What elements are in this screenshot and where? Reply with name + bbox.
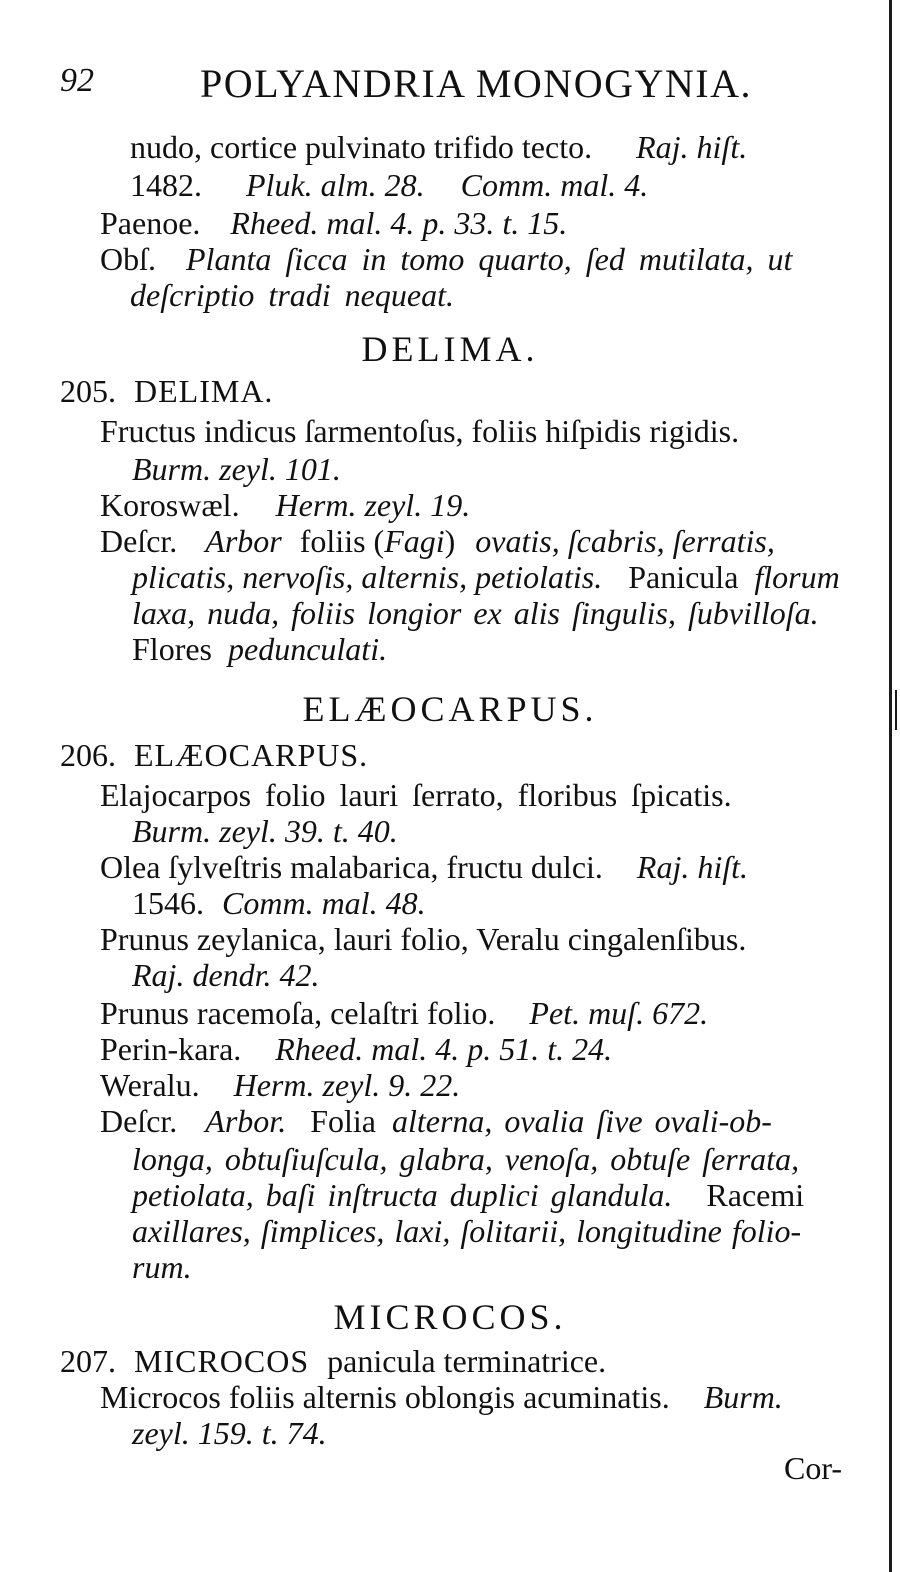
entry-line: Flores pedunculati.	[132, 631, 388, 667]
catchword: Cor-	[783, 1450, 842, 1486]
entry-title: 206. ELÆOCARPUS.	[60, 737, 369, 773]
entry-line: deſcriptio tradi nequeat.	[130, 277, 454, 313]
entry-line: Fructus indicus ſarmentoſus, foliis hiſpidis rigidis.	[100, 413, 740, 449]
entry-line: Burm. zeyl. 101.	[132, 451, 341, 487]
page-number: 92	[60, 62, 94, 99]
entry-line: Koroswæl. Herm. zeyl. 19.	[100, 487, 471, 523]
entry-line: Raj. dendr. 42.	[132, 957, 320, 993]
entry-line: longa, obtuſiuſcula, glabra, venoſa, obtuſe ſerrata,	[132, 1141, 800, 1177]
entry-line: nudo, cortice pulvinato trifido tecto. Raj. hiſt.	[130, 129, 748, 165]
running-title: POLYANDRIA MONOGYNIA.	[200, 61, 752, 106]
entry-line: Elajocarpos folio lauri ſerrato, floribus ſpicatis.	[100, 777, 732, 813]
entry-line: Microcos foliis alternis oblongis acuminatis. Burm.	[100, 1379, 783, 1415]
entry-line: 1546. Comm. mal. 48.	[132, 885, 426, 921]
entry-line: 1482. Pluk. alm. 28. Comm. mal. 4.	[130, 167, 649, 203]
entry-number: 207.	[60, 1343, 116, 1379]
entry-line: zeyl. 159. t. 74.	[132, 1415, 327, 1451]
entry-line: rum.	[132, 1249, 192, 1285]
entry-number: 205.	[60, 373, 116, 409]
entry-line: laxa, nuda, foliis longior ex alis ſingulis, ſubvilloſa.	[132, 595, 819, 631]
entry-title: 207. MICROCOS panicula terminatrice.	[60, 1343, 607, 1379]
genus-heading-elaeocarpus: ELÆOCARPUS.	[302, 689, 598, 729]
entry-line: Perin-kara. Rheed. mal. 4. p. 51. t. 24.	[100, 1031, 613, 1067]
entry-line: Prunus racemoſa, celaſtri folio. Pet. muſ. 672.	[100, 995, 709, 1031]
genus-heading-delima: DELIMA.	[361, 329, 539, 369]
entry-line: Obſ. Planta ſicca in tomo quarto, ſed mutilata, ut	[100, 241, 793, 277]
entry-line: Olea ſylveſtris malabarica, fructu dulci. Raj. hiſt.	[100, 849, 749, 885]
entry-line: Deſcr. Arbor. Folia alterna, ovalia ſive ovali-ob-	[100, 1103, 772, 1139]
page-header	[60, 58, 860, 108]
entry-line: plicatis, nervoſis, alternis, petiolatis. Panicula florum	[132, 559, 840, 595]
entry-line: axillares, ſimplices, laxi, ſolitarii, longitudine folio-	[132, 1213, 802, 1249]
entry-line: Prunus zeylanica, lauri folio, Veralu cingalenſibus.	[100, 921, 747, 957]
entry-line: Weralu. Herm. zeyl. 9. 22.	[100, 1067, 461, 1103]
genus-heading-microcos: MICROCOS.	[333, 1297, 567, 1337]
entry-title: 205. DELIMA.	[60, 373, 274, 409]
entry-line: Deſcr. Arbor foliis (Fagi) ovatis, ſcabris, ſerratis,	[100, 523, 775, 559]
entry-line: Burm. zeyl. 39. t. 40.	[132, 813, 398, 849]
entry-line: petiolata, baſi inſtructa duplici glandula. Racemi	[132, 1177, 805, 1213]
entry-number: 206.	[60, 737, 116, 773]
entry-line: Paenoe. Rheed. mal. 4. p. 33. t. 15.	[100, 205, 568, 241]
